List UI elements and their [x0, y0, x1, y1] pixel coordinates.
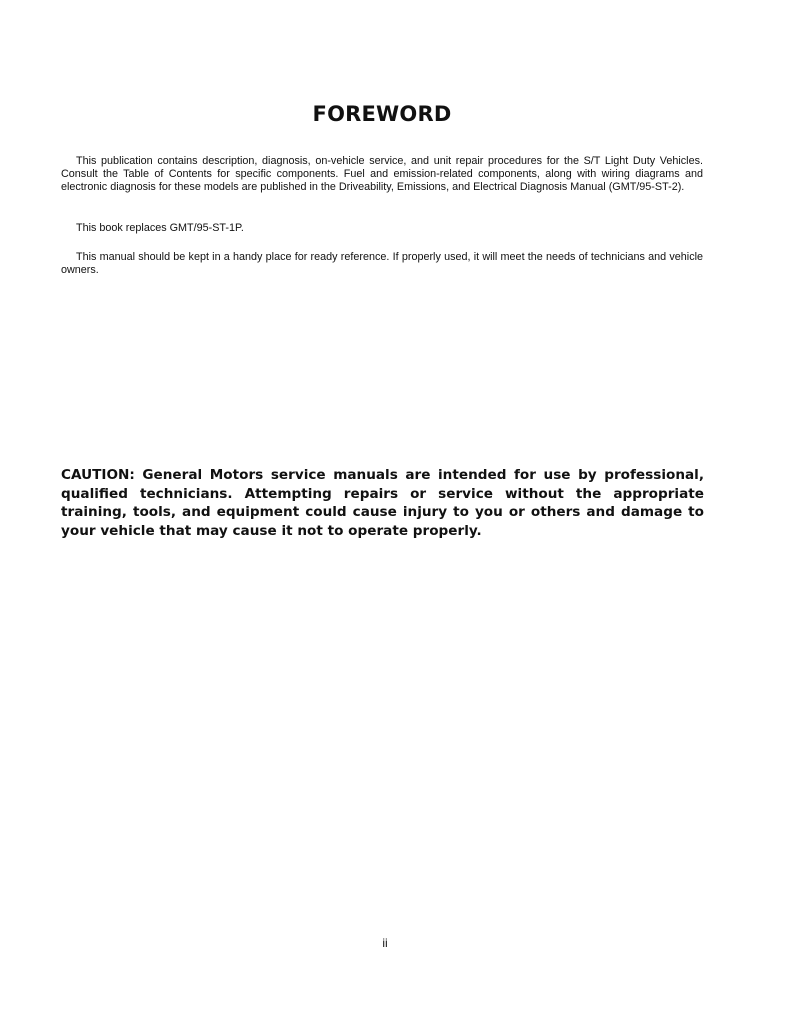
- page-number: ii: [382, 936, 388, 950]
- foreword-paragraph-replaces: This book replaces GMT/95-ST-1P.: [76, 222, 244, 234]
- page-title: FOREWORD: [312, 102, 452, 126]
- foreword-paragraph-intro: This publication contains description, diagnosis, on-vehicle service, and unit repair procedures for the S/T Light Duty Vehicles. Consult the Table of Contents for specific components. Fuel and emission-related components, along with wiring diagrams and electronic diagnosis for these models are published in the Driveability, Emissions, and Electrical Diagnosis Manual (GMT/95-ST-2).: [61, 155, 703, 194]
- foreword-paragraph-usage: This manual should be kept in a handy place for ready reference. If properly used, it will meet the needs of technicians and vehicle owners.: [61, 251, 703, 277]
- caution-notice: CAUTION: General Motors service manuals are intended for use by professional, qualified technicians. Attempting repairs or service without the appropriate training, tools, and equipment could cause injury to you or others and damage to your vehicle that may cause it not to operate properly.: [61, 467, 704, 539]
